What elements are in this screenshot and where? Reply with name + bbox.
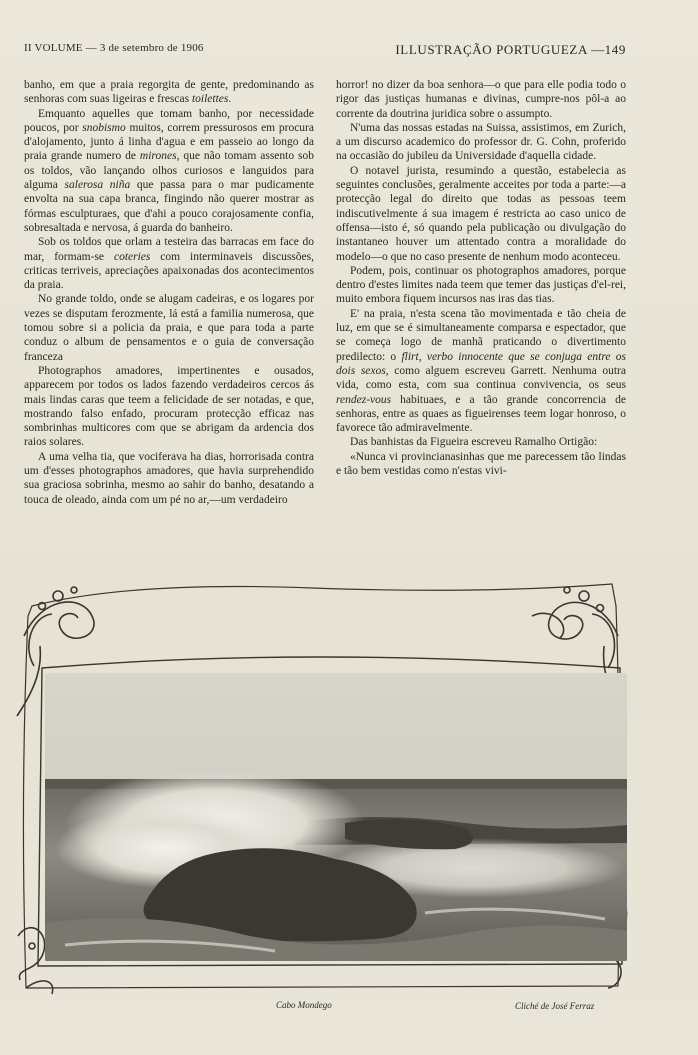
paragraph bbox=[24, 364, 314, 450]
photo-caption: Cabo Mondego bbox=[276, 1000, 332, 1010]
paragraph-text: Sob os toldos que orlam a testeira das barracas em face do mar, formam-se bbox=[24, 236, 314, 263]
paragraph bbox=[24, 450, 314, 507]
paragraph-text: habituaes, e a tão grande concorrencia de senhoras, entre as quaes as figueirenses teem logar honroso, o favorece tão admiravelmente. bbox=[336, 393, 626, 435]
paragraph-text: . bbox=[228, 93, 232, 106]
paragraph bbox=[336, 450, 626, 479]
paragraph-text: Podem, pois, continuar os photographos amadores, porque dentro d'estes limites nada teem que temer das justiças d'el-rei, muito embora fiquem incursos nas iras das tias. bbox=[336, 264, 626, 306]
italic-text: rendez-vous bbox=[336, 393, 392, 406]
italic-text: coteries bbox=[113, 250, 151, 263]
paragraph-text: , como alguem escreveu Garrett. Nenhuma outra vida, como esta, com sua continua convivencia, os seus bbox=[336, 364, 626, 392]
italic-text: flirt, verbo innocente que se conjuga entre os dois sexos bbox=[336, 350, 626, 377]
paragraph-text: , que não tomam assento sob os toldos, vão lançando olhos curiosos e languidos para alguma bbox=[24, 150, 314, 192]
paragraph-text: O notavel jurista, resumindo a questão, estabelecia as seguintes conclusões, geralmente acceites por toda a parte:—a protecção legal do direito que todas as pessoas teem indiscutivelmente á sua imagem é restricta ao caso unico de offensa—isto é, só quando pela publicação ou divulgação do instantaneo houver um attentado contra a moralidade do modelo—o que no caso presente de nenhum modo aconteceu. bbox=[336, 164, 626, 263]
paragraph bbox=[24, 78, 314, 107]
paragraph bbox=[24, 292, 314, 363]
paragraph bbox=[336, 78, 626, 121]
left-text-column bbox=[24, 78, 314, 507]
paragraph-text: Photographos amadores, impertinentes e ousados, apparecem por todos os lados fazendo verdadeiros cercos ás mais lindas caras que teem a felicidade de ser notadas, e que, mostrando falso enfado, procuram protecção efficaz nas sombrinhas multicores com que se abrigam da ardencia dos raios solares. bbox=[24, 364, 314, 449]
cabo-mondego-image bbox=[45, 673, 627, 961]
paragraph bbox=[336, 264, 626, 307]
photo-figure bbox=[12, 576, 630, 996]
header-volume-date: II VOLUME — 3 de setembro de 1906 bbox=[24, 42, 204, 54]
italic-text: toilettes bbox=[191, 93, 229, 106]
sea-wave-photo bbox=[45, 673, 627, 961]
italic-text: snobismo bbox=[82, 121, 126, 134]
paragraph bbox=[336, 307, 626, 436]
paragraph bbox=[24, 107, 314, 236]
paragraph-text: que passa para o mar pudicamente envolta na sua capa branca, fingindo não querer mostrar as fórmas esculpturaes, que d'ahi a pouco corajosamente confia, sobresaltada e nervosa, á guarda do banheiro. bbox=[24, 179, 314, 234]
paragraph-text: horror! no dizer da boa senhora—o que para elle podia todo o rigor das justiças humanas e divinas, cumpre-nos pôl-a ao corrente da doutrina juridica sobre o assumpto. bbox=[336, 79, 626, 120]
paragraph-text: banho, em que a praia regorgita de gente, predominando as senhoras com suas ligeiras e frescas bbox=[24, 79, 314, 106]
photo-credit: Cliché de José Ferraz bbox=[515, 1001, 595, 1011]
paragraph-text: N'uma das nossas estadas na Suissa, assistimos, em Zurich, a um discurso academico do professor dr. G. Cohn, proferido na occasião do jubileu da Universidade d'aquella cidade. bbox=[336, 121, 626, 163]
paragraph-text: Das banhistas da Figueira escreveu Ramalho Ortigão: bbox=[350, 436, 598, 449]
paragraph-text: E' na praia, n'esta scena tão movimentada e tão cheia de luz, em que se é simultaneamente comparsa e espectador, que se começa logo de manhã praticando o divertimento predilecto: o bbox=[336, 307, 626, 363]
paragraph-text: muitos, correm pressurosos em procura d'alojamento, junto á linha d'agua e em passeio ao longo da praia grande numero de bbox=[24, 121, 314, 163]
header-title-page-number: ILLUSTRAÇÃO PORTUGUEZA —149 bbox=[395, 42, 626, 57]
paragraph bbox=[336, 121, 626, 164]
paragraph-text: No grande toldo, onde se alugam cadeiras, e os logares por vezes se disputam ferozmente, lá está a familia numerosa, que tomou sobre si a policia da praia, e que para toda a parte conduz o album de pensamentos e o guia de conversação franceza bbox=[24, 293, 314, 363]
right-text-column bbox=[336, 78, 626, 478]
paragraph-text: com interminaveis discussões, criticas terriveis, apreciações apaixonadas dos acontecimentos da praia. bbox=[24, 250, 314, 292]
paragraph-text: Emquanto aquelles que tomam banho, por necessidade poucos, por bbox=[24, 107, 314, 134]
page-header bbox=[24, 42, 626, 60]
paragraph bbox=[24, 235, 314, 292]
paragraph-text: «Nunca vi provincianasinhas que me parecessem tão lindas e tão bem vestidas como n'estas vivi- bbox=[336, 450, 626, 478]
italic-text: salerosa niña bbox=[64, 179, 131, 192]
paragraph bbox=[336, 435, 626, 449]
paragraph-text: A uma velha tia, que vociferava ha dias, horrorisada contra um d'esses photographos amadores, que havia surprehendido sua graciosa sobrinha, mesmo ao sahir do banho, desatando a touca de oleado, ainda com um pé no ar,—um verdadeiro bbox=[24, 450, 314, 506]
paragraph bbox=[336, 164, 626, 264]
italic-text: mirones bbox=[139, 150, 177, 163]
